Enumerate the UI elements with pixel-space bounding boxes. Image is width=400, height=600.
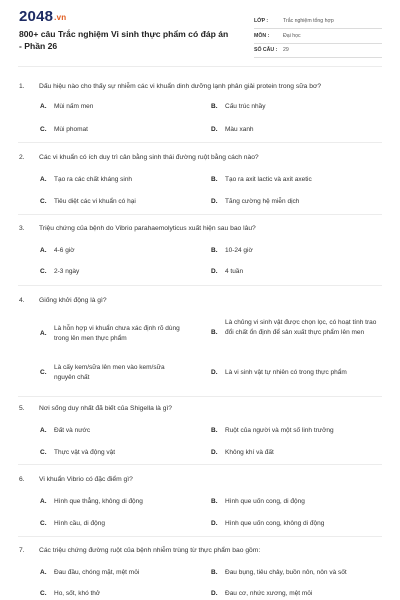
option-letter: B.	[211, 498, 218, 505]
question-prompt: Giống khởi động là gì?	[39, 297, 107, 304]
option-letter: B.	[211, 176, 218, 183]
question-text	[19, 296, 389, 305]
meta-row-subject	[254, 29, 382, 44]
option-text: Tăng cường hệ miễn dịch	[225, 198, 300, 205]
question-text	[19, 475, 389, 484]
meta-row-class	[254, 14, 382, 29]
question-prompt: Các vi khuẩn có ích duy trì cân bằng sinh thái đường ruột bằng cách nào?	[39, 154, 259, 161]
question-prompt: Triệu chứng của bệnh do Vibrio parahaemolyticus xuất hiện sau bao lâu?	[39, 225, 256, 232]
meta-row-count	[254, 43, 382, 58]
option-letter: D.	[211, 520, 218, 527]
option-text: Hình cầu, di động	[54, 520, 105, 527]
option-text: Ho, sốt, khó thở	[54, 590, 101, 597]
option-text: Mùi phomat	[54, 126, 88, 133]
option-text: Cấu trúc nhầy	[225, 103, 266, 110]
option-letter: D.	[211, 369, 218, 376]
question-divider	[18, 214, 382, 215]
question-divider	[18, 285, 382, 286]
question-number: 6.	[19, 476, 25, 483]
question-text	[19, 404, 389, 413]
question-text	[19, 153, 389, 162]
page-header	[0, 0, 400, 66]
option-letter: B.	[211, 569, 218, 576]
option-text: 4 tuần	[225, 268, 244, 275]
header-divider	[18, 66, 382, 67]
option-text: Hình que uốn cong, không di động	[225, 520, 325, 527]
question-prompt: Nơi sống duy nhất đã biết của Shigella là gì?	[39, 405, 173, 412]
question-number: 7.	[19, 547, 25, 554]
question-divider	[18, 142, 382, 143]
option-letter: A.	[40, 330, 47, 337]
option-text: Tạo ra axit lactic và axit axetic	[225, 176, 312, 183]
option-letter: A.	[40, 247, 47, 254]
option-text: Mùi nấm men	[54, 103, 94, 110]
option-text: Hình que thẳng, không di động	[54, 498, 143, 505]
option-text: 10-24 giờ	[225, 247, 253, 254]
question-text	[19, 546, 389, 555]
meta-value: Trắc nghiệm tổng hợp	[283, 18, 334, 24]
option-letter: D.	[211, 449, 218, 456]
question-number: 5.	[19, 405, 25, 412]
option-text: Tạo ra các chất kháng sinh	[54, 176, 133, 183]
option-letter: D.	[211, 590, 218, 597]
option-letter: A.	[40, 569, 47, 576]
question-divider	[18, 464, 382, 465]
option-text: Đau bụng, tiêu chảy, buồn nôn, nôn và sốt	[225, 569, 347, 576]
option-letter: B.	[211, 329, 218, 336]
option-text: Đau cơ, nhức xương, mệt mỏi	[225, 590, 313, 597]
option-letter: C.	[40, 369, 47, 376]
option-text: 2-3 ngày	[54, 268, 80, 275]
meta-value: 29	[283, 47, 289, 53]
question-number: 3.	[19, 225, 25, 232]
option-letter: D.	[211, 268, 218, 275]
option-text: 4-6 giờ	[54, 247, 75, 254]
question-prompt: Vi khuẩn Vibrio có đặc điểm gì?	[39, 476, 133, 483]
option-letter: A.	[40, 103, 47, 110]
option-text: Là vi sinh vật tự nhiên có trong thực phẩm	[225, 369, 347, 376]
logo-text: 2048	[19, 8, 54, 25]
option-text: Đất và nước	[54, 427, 91, 434]
question-divider	[18, 536, 382, 537]
option-letter: D.	[211, 198, 218, 205]
option-text: Là cấy kem/sữa lên men vào kem/sữa nguyên chất	[54, 364, 165, 381]
option-letter: C.	[40, 268, 47, 275]
option-letter: A.	[40, 176, 47, 183]
option-text: Đau đầu, chóng mặt, mệt mỏi	[54, 569, 140, 576]
question-prompt: Các triệu chứng đường ruột của bệnh nhiễm trùng từ thực phẩm bao gồm:	[39, 547, 261, 554]
option-text: Là chủng vi sinh vật được chọn lọc, có hoạt tính trao đổi chất ổn định để sản xuất thực phẩm lên men	[225, 319, 377, 336]
question-divider	[18, 396, 382, 397]
question-prompt: Dấu hiệu nào cho thấy sự nhiễm các vi khuẩn dinh dưỡng lạnh phân giải protein trong sữa bơ?	[39, 83, 322, 90]
option-letter: C.	[40, 449, 47, 456]
option-letter: B.	[211, 427, 218, 434]
option-letter: C.	[40, 590, 47, 597]
option-text: Không khí và đất	[225, 449, 274, 456]
option-letter: A.	[40, 498, 47, 505]
meta-key: SỐ CÂU :	[254, 47, 278, 53]
document-title: 800+ câu Trắc nghiệm Vi sinh thực phẩm có đáp án - Phần 26	[19, 29, 229, 51]
option-text: Thực vật và động vật	[54, 449, 116, 456]
option-letter: A.	[40, 427, 47, 434]
option-text: Hình que uốn cong, di động	[225, 498, 305, 505]
option-text: Tiêu diệt các vi khuẩn có hại	[54, 198, 136, 205]
option-letter: C.	[40, 126, 47, 133]
option-letter: D.	[211, 126, 218, 133]
meta-key: LỚP :	[254, 18, 269, 24]
meta-value: Đại học	[283, 33, 301, 39]
option-text: Ruột của người và một số linh trưởng	[225, 427, 334, 434]
option-letter: C.	[40, 198, 47, 205]
option-text: Màu xanh	[225, 126, 254, 133]
logo-suffix: .vn	[54, 13, 67, 22]
option-letter: B.	[211, 103, 218, 110]
question-number: 2.	[19, 154, 25, 161]
option-text: Là hỗn hợp vi khuẩn chưa xác định rõ dùng trong lên men thực phẩm	[54, 325, 180, 342]
question-number: 1.	[19, 83, 25, 90]
question-text	[19, 224, 389, 233]
question-text	[19, 82, 389, 91]
site-logo[interactable]	[19, 8, 66, 25]
question-number: 4.	[19, 297, 25, 304]
option-letter: C.	[40, 520, 47, 527]
meta-key: MÔN :	[254, 33, 270, 39]
option-letter: B.	[211, 247, 218, 254]
